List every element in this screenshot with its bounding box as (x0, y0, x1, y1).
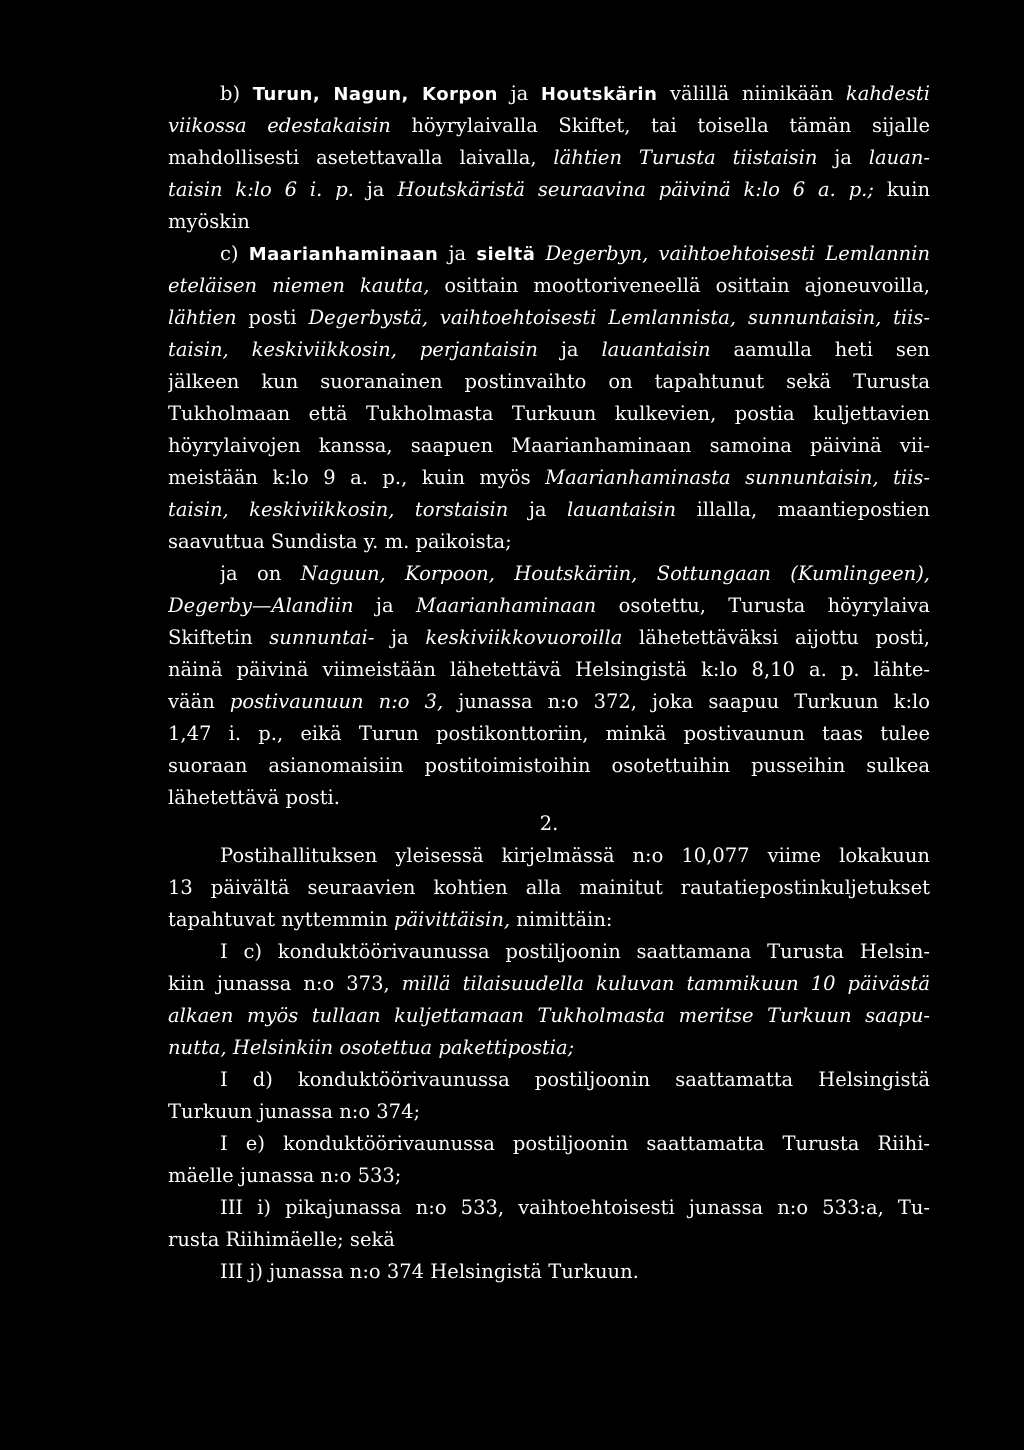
italic-text: millä tilaisuudella kuluvan tammikuun 10 päivästä (401, 972, 930, 995)
italic-text: Degerbystä, vaihtoehtoisesti Lemlannista, sunnuntaisin, tiis- (308, 306, 930, 329)
italic-text: Naguun, Korpoon, Houtskäriin, Sottungaan (Kumlingeen), (300, 562, 930, 585)
text-line (168, 968, 930, 1000)
text-line (168, 462, 930, 494)
italic-text: eteläisen niemen kautta, (168, 274, 430, 297)
text-line (220, 558, 930, 590)
text-line (168, 398, 930, 430)
text-line (168, 654, 930, 686)
text-segment: nimittäin: (510, 908, 613, 931)
italic-text: postivaunuun n:o 3, (229, 690, 444, 713)
text-segment: jälkeen kun suoranainen postinvaihto on tapahtunut sekä Turusta (168, 370, 930, 393)
italic-text: taisin k:lo 6 i. p. (168, 178, 354, 201)
text-line (168, 1224, 930, 1256)
text-segment: Postihallituksen yleisessä kirjelmässä n:o 10,077 viime lokakuun (220, 844, 930, 867)
text-line (220, 936, 930, 968)
text-segment: c) (220, 242, 249, 265)
text-line (220, 1192, 930, 1224)
text-segment: ja (537, 338, 602, 361)
italic-text: Degerbyn, vaihtoehtoisesti Lemlannin (545, 242, 930, 265)
italic-text: Maarianhaminasta sunnuntaisin, tiis- (545, 466, 930, 489)
italic-text: Degerby—Alandiin (168, 594, 354, 617)
text-segment: lähetettäväksi aijottu posti, (622, 626, 930, 649)
text-segment: 13 päivältä seuraavien kohtien alla mainitut rautatiepostinkuljetukset (168, 876, 930, 899)
italic-text: nutta, Helsinkiin osotettua pakettipostia; (168, 1036, 575, 1059)
text-line (168, 1096, 930, 1128)
text-line (168, 750, 930, 782)
text-line (168, 142, 930, 174)
spaced-bold-text: sieltä (476, 244, 536, 265)
text-segment: Tukholmaan että Tukholmasta Turkuun kulkevien, postia kuljettavien (168, 402, 930, 425)
text-segment: 1,47 i. p., eikä Turun postikonttoriin, minkä postivaunun taas tulee (168, 722, 930, 745)
text-line (168, 334, 930, 366)
text-segment: tapahtuvat nyttemmin (168, 908, 394, 931)
text-segment: b) (220, 82, 253, 105)
text-segment: illalla, maantiepostien (676, 498, 930, 521)
italic-text: lähtien Turusta tiistaisin (553, 146, 818, 169)
text-line (168, 686, 930, 718)
text-line (168, 904, 930, 936)
text-segment: 2. (539, 812, 559, 835)
text-segment: ja (508, 498, 567, 521)
text-segment: ja (374, 626, 426, 649)
italic-text: taisin, keskiviikkosin, torstaisin (168, 498, 509, 521)
text-line (220, 1256, 930, 1288)
italic-text: lauantaisin (566, 498, 677, 521)
italic-text: lähtien (168, 306, 237, 329)
spaced-bold-text: Maarianhaminaan (248, 244, 439, 265)
text-segment: posti (236, 306, 309, 329)
text-line (168, 622, 930, 654)
text-segment: junassa n:o 372, joka saapuu Turkuun k:lo (443, 690, 930, 713)
text-segment: höyrylaivalla Skiftet, tai toisella tämän sijalle (390, 114, 930, 137)
text-line (220, 840, 930, 872)
text-segment: Turkuun junassa n:o 374; (168, 1100, 421, 1123)
text-line (168, 1160, 930, 1192)
text-segment: mäelle junassa n:o 533; (168, 1164, 402, 1187)
text-line (168, 872, 930, 904)
text-segment: myöskin (168, 210, 250, 233)
text-line (168, 430, 930, 462)
italic-text: lauantaisin (601, 338, 711, 361)
text-segment: ja (353, 594, 416, 617)
spaced-bold-text: Houtskärin (540, 84, 658, 105)
text-segment: ja on (220, 562, 301, 585)
text-segment: suoraan asianomaisiin postitoimistoihin osotettuihin pusseihin sulkea (168, 754, 930, 777)
text-segment: I d) konduktöörivaunussa postiljoonin saattamatta Helsingistä (220, 1068, 930, 1091)
text-segment: kiin junassa n:o 373, (168, 972, 402, 995)
text-line (220, 1128, 930, 1160)
text-segment: rusta Riihimäelle; sekä (168, 1228, 395, 1251)
text-segment: ja (353, 178, 398, 201)
text-segment: ja (438, 242, 477, 265)
text-line (168, 174, 930, 206)
text-segment: ja (498, 82, 541, 105)
italic-text: kahdesti (845, 82, 930, 105)
text-line (220, 238, 930, 270)
text-segment: mahdollisesti asetettavalla laivalla, (168, 146, 554, 169)
italic-text: Maarianhaminaan (416, 594, 597, 617)
text-line (168, 110, 930, 142)
spaced-bold-text: Turun, Nagun, Korpon (252, 84, 498, 105)
text-segment: I c) konduktöörivaunussa postiljoonin saattamana Turusta Helsin- (220, 940, 930, 963)
italic-text: viikossa edestakaisin (168, 114, 391, 137)
text-line (168, 366, 930, 398)
text-line (168, 526, 930, 558)
text-segment: osittain moottoriveneellä osittain ajoneuvoilla, (429, 274, 930, 297)
text-segment: saavuttua Sundista y. m. paikoista; (168, 530, 512, 553)
text-segment (535, 242, 545, 265)
italic-text: taisin, keskiviikkosin, perjantaisin (168, 338, 538, 361)
text-line (168, 302, 930, 334)
text-line (168, 494, 930, 526)
text-segment: III i) pikajunassa n:o 533, vaihtoehtoisesti junassa n:o 533:a, Tu- (220, 1196, 930, 1219)
text-line (168, 808, 930, 840)
text-segment: kuin (873, 178, 930, 201)
text-line (168, 1032, 930, 1064)
text-segment: ja (817, 146, 869, 169)
italic-text: päivittäisin, (393, 908, 511, 931)
text-segment: höyrylaivojen kanssa, saapuen Maarianhaminaan samoina päivinä vii- (168, 434, 930, 457)
italic-text: lauan- (868, 146, 930, 169)
text-segment: Skiftetin (168, 626, 270, 649)
text-line (168, 270, 930, 302)
text-segment: välillä niinikään (657, 82, 846, 105)
text-line (168, 718, 930, 750)
text-segment: vään (168, 690, 230, 713)
text-segment: I e) konduktöörivaunussa postiljoonin saattamatta Turusta Riihi- (220, 1132, 930, 1155)
text-segment: lähetettävä posti. (168, 786, 340, 809)
text-line (220, 1064, 930, 1096)
text-segment: osotettu, Turusta höyrylaiva (596, 594, 930, 617)
text-segment: aamulla heti sen (710, 338, 930, 361)
text-segment: näinä päivinä viimeistään lähetettävä Helsingistä k:lo 8,10 a. p. lähte- (168, 658, 930, 681)
italic-text: keskiviikkovuoroilla (425, 626, 623, 649)
italic-text: Houtskäristä seuraavina päivinä k:lo 6 a. p.; (397, 178, 874, 201)
text-line (168, 206, 930, 238)
text-segment: meistään k:lo 9 a. p., kuin myös (168, 466, 546, 489)
text-line (220, 78, 930, 110)
text-line (168, 590, 930, 622)
italic-text: sunnuntai- (269, 626, 375, 649)
text-line (168, 1000, 930, 1032)
italic-text: alkaen myös tullaan kuljettamaan Tukholmasta meritse Turkuun saapu- (168, 1004, 930, 1027)
text-segment: III j) junassa n:o 374 Helsingistä Turkuun. (220, 1260, 639, 1283)
